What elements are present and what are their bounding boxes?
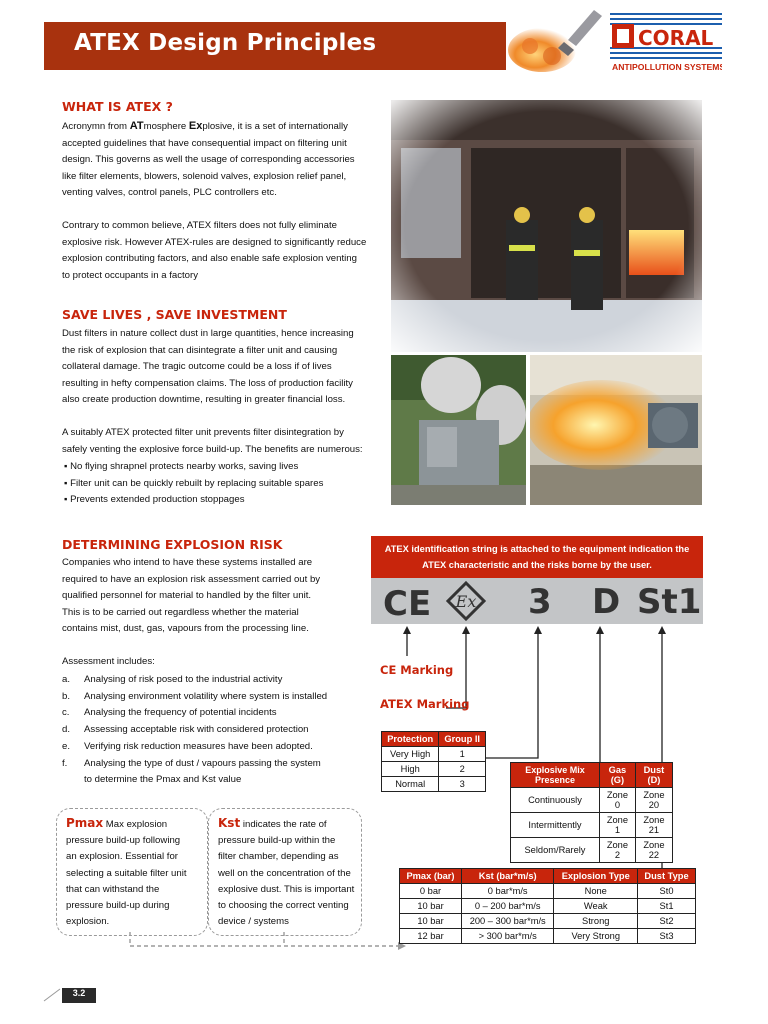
kst-info-text: Kst indicates the rate of pressure build-up within the filter chamber, depending as well on the concentration of the explosive dust. This is important to choosing the correct venting device / systems <box>218 816 355 928</box>
list-item: c. Analysing the frequency of potential incidents <box>62 707 277 719</box>
ex-hexagon-mark <box>446 581 486 621</box>
table-row: Continuously Zone 0 Zone 20 <box>511 788 673 813</box>
page-title: ATEX Design Principles <box>74 30 377 56</box>
table-row: 12 bar > 300 bar*m/s Very Strong St3 <box>400 929 696 944</box>
atex-marking-label: ATEX Marking <box>380 697 470 711</box>
benefits-list <box>64 459 370 509</box>
table-row: 10 bar 200 – 300 bar*m/s Strong St2 <box>400 914 696 929</box>
list-item: a. Analysing of risk posed to the industrial activity <box>62 674 283 685</box>
table-row: 10 bar 0 – 200 bar*m/s Weak St1 <box>400 899 696 914</box>
pmax-info-text: Pmax Max explosion pressure build-up following an explosion. Essential for selecting a suitable filter unit that can withstand the pressure build-up during explosion. <box>66 816 187 928</box>
list-item: ▪ Filter unit can be quickly rebuilt by replacing suitable spares <box>64 477 324 489</box>
zone-table: Explosive Mix Presence Gas (G) Dust (D) Continuously Zone 0 Zone 20 Intermittently Zone 1 Zone 21 Seldom/Rarely Zone 2 Zone 22 <box>510 762 673 863</box>
list-item: b. Analysing environment volatility where system is installed <box>62 690 328 702</box>
coral-logo <box>610 10 722 72</box>
fireball-test-photo <box>530 355 702 505</box>
list-item: ▪ No flying shrapnel protects nearby works, saving lives <box>64 461 299 472</box>
list-item: f. Analysing the type of dust / vapours passing the system <box>62 757 321 769</box>
pmax-kst-table: Pmax (bar) Kst (bar*m/s) Explosion Type Dust Type 0 bar 0 bar*m/s None St0 10 bar 0 – 200 bar*m/s Weak St1 10 bar 200 – 300 bar*m/s Strong St2 12 bar > 300 bar*m/s Very Strong St3 <box>399 868 696 944</box>
ce-mark: CE <box>383 584 432 624</box>
table-row: Very High 1 <box>382 747 486 762</box>
table-row: 0 bar 0 bar*m/s None St0 <box>400 884 696 899</box>
list-item-continuation: to determine the Pmax and Kst value <box>84 774 242 786</box>
assessment-list <box>62 672 372 789</box>
what-is-atex-body: Acronymn from ATmosphere Explosive, it is a set of internationally accepted guidelines that have consequential impact on filtering unit design. This governs as well the usage of corresponding accessories like filter elements, blowers, solenoid valves, explosion relief panel, venting valves, control panels, PLC controllers etc. Contrary to common believe, ATEX filters does not fully eliminate explosive risk. However ATEX-rules are designed to significantly reduce explosion contributing factors, and also enable safe explosion venting to protect occupants in a factory <box>62 120 367 281</box>
dust-mark: D <box>592 582 621 622</box>
category-mark: 3 <box>528 582 552 622</box>
what-is-atex-line1: Acronymn from ATmosphere Explosive, it is a set of internationally <box>62 120 348 132</box>
list-item: e. Verifying risk reduction measures have been adopted. <box>62 740 313 752</box>
heading-what-is-atex: WHAT IS ATEX ? <box>62 99 173 114</box>
box-connector-arrow <box>120 930 410 960</box>
filter-unit-explosion-photo <box>391 355 526 505</box>
determining-body: Companies who intend to have these systems installed are required to have an explosion risk assessment carried out by qualified personnel for material to handled by the filter unit. This is to be carried out regardless whether the material contains mist, dust, gas, vapours from the processing line. Assessment includes: <box>62 555 361 671</box>
list-item: d. Assessing acceptable risk with considered protection <box>62 724 309 736</box>
table-row: Intermittently Zone 1 Zone 21 <box>511 813 673 838</box>
svg-text:Ex: Ex <box>455 592 477 611</box>
assessment-label: Assessment includes: <box>62 655 155 667</box>
list-item: ▪ Prevents extended production stoppages <box>64 494 245 506</box>
atex-id-banner-text: ATEX identification string is attached to the equipment indication the ATEX characteristic and the risks borne by the user. <box>384 544 690 570</box>
table-row: Seldom/Rarely Zone 2 Zone 22 <box>511 838 673 863</box>
logo-subtitle: ANTIPOLLUTION SYSTEMS <box>612 62 722 72</box>
table-row: Normal 3 <box>382 777 486 792</box>
ce-marking-label: CE Marking <box>380 663 454 677</box>
dust-class-mark: St1 <box>637 582 702 622</box>
table-row: High 2 <box>382 762 486 777</box>
fire-nozzle-image <box>508 6 606 72</box>
heading-determining-risk: DETERMINING EXPLOSION RISK <box>62 537 283 552</box>
firefighters-photo <box>391 100 702 352</box>
save-lives-body: Dust filters in nature collect dust in large quantities, hence increasing the risk of explosion that can disintegrate a filter unit and causing collateral damage. The tragic outcome could be a loss if of lives resulting in hefty compensation claims. The loss of production facility also create production downtime, resulting in greater financial loss. A suitably ATEX protected filter unit prevents filter disintegration by safely venting the explosive force build-up. The benefits are numerous: <box>62 328 363 455</box>
heading-save-lives: SAVE LIVES , SAVE INVESTMENT <box>62 307 287 322</box>
page-number: 3.2 <box>72 988 86 998</box>
protection-table: Protection Group II Very High 1 High 2 Normal 3 <box>381 731 486 792</box>
logo-text: CORAL <box>638 26 714 50</box>
